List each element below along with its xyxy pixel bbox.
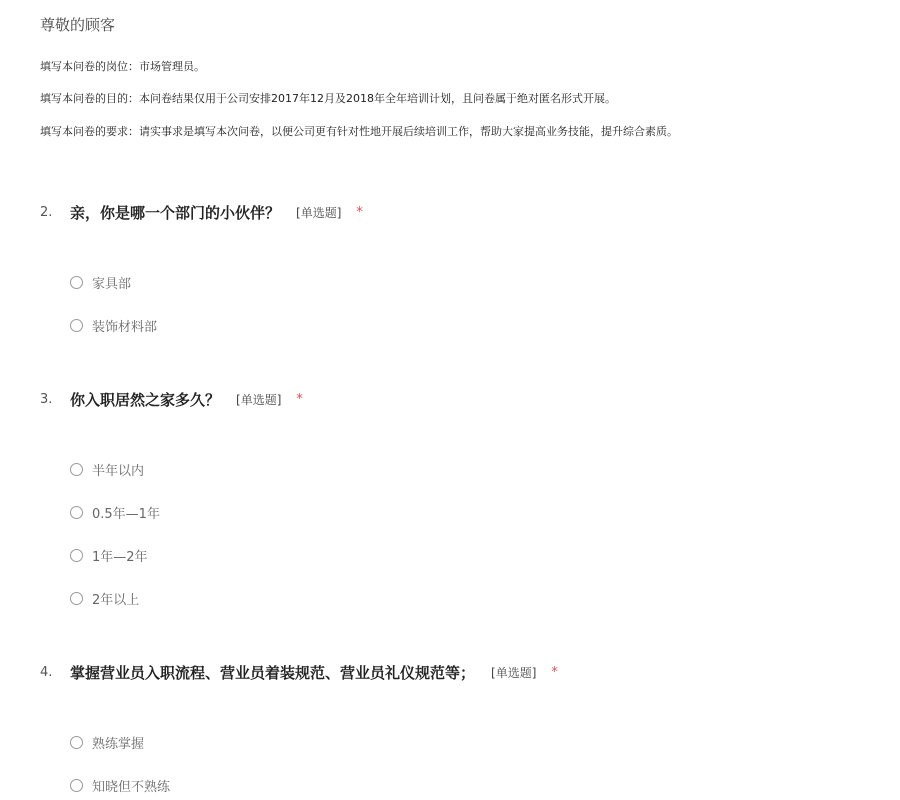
required-marker: * [356,204,363,220]
option-label[interactable]: 知晓但不熟练 [92,779,171,795]
option-q3-4[interactable] [70,588,139,608]
option-label[interactable]: 0.5年—1年 [92,506,160,522]
radio-button[interactable] [70,463,83,476]
option-label[interactable]: 家具部 [92,276,132,292]
intro-purpose-line: 填写本问卷的目的：本问卷结果仅用于公司安排2017年12月及2018年全年培训计划，且问卷属于绝对匿名形式开展。 [40,92,616,105]
option-q4-1[interactable] [70,732,144,752]
option-label[interactable]: 半年以内 [92,463,145,479]
radio-button[interactable] [70,276,83,289]
option-q2-2[interactable] [70,315,157,335]
question-number: 2. [40,204,53,220]
question-number: 4. [40,664,53,680]
question-3-header [40,387,303,411]
question-type-label: [单选题] [236,392,282,407]
question-text: 亲，你是哪一个部门的小伙伴？ [70,203,281,222]
question-number: 3. [40,391,53,407]
radio-button[interactable] [70,549,83,562]
option-label[interactable]: 熟练掌握 [92,736,145,752]
option-label[interactable]: 1年—2年 [92,549,148,565]
option-q3-2[interactable] [70,502,160,522]
radio-button[interactable] [70,779,83,792]
intro-requirement-line: 填写本问卷的要求：请实事求是填写本次问卷，以便公司更有针对性地开展后续培训工作，帮助大家提高业务技能，提升综合素质。 [40,125,678,138]
question-4-header [40,660,558,684]
intro-position-line: 填写本问卷的岗位：市场管理员。 [40,60,205,73]
option-q2-1[interactable] [70,272,131,292]
radio-button[interactable] [70,736,83,749]
question-type-label: [单选题] [296,205,342,220]
option-q4-2[interactable] [70,775,170,795]
radio-button[interactable] [70,592,83,605]
option-q3-1[interactable] [70,459,144,479]
radio-button[interactable] [70,319,83,332]
question-text: 你入职居然之家多久？ [70,390,221,409]
option-label[interactable]: 2年以上 [92,592,140,608]
option-q3-3[interactable] [70,545,148,565]
required-marker: * [296,391,303,407]
option-label[interactable]: 装饰材料部 [92,319,158,335]
question-type-label: [单选题] [491,665,537,680]
question-2-header [40,200,363,224]
question-text: 掌握营业员入职流程、营业员着装规范、营业员礼仪规范等； [70,663,476,682]
greeting-title: 尊敬的顾客 [40,16,116,34]
required-marker: * [551,664,558,680]
radio-button[interactable] [70,506,83,519]
